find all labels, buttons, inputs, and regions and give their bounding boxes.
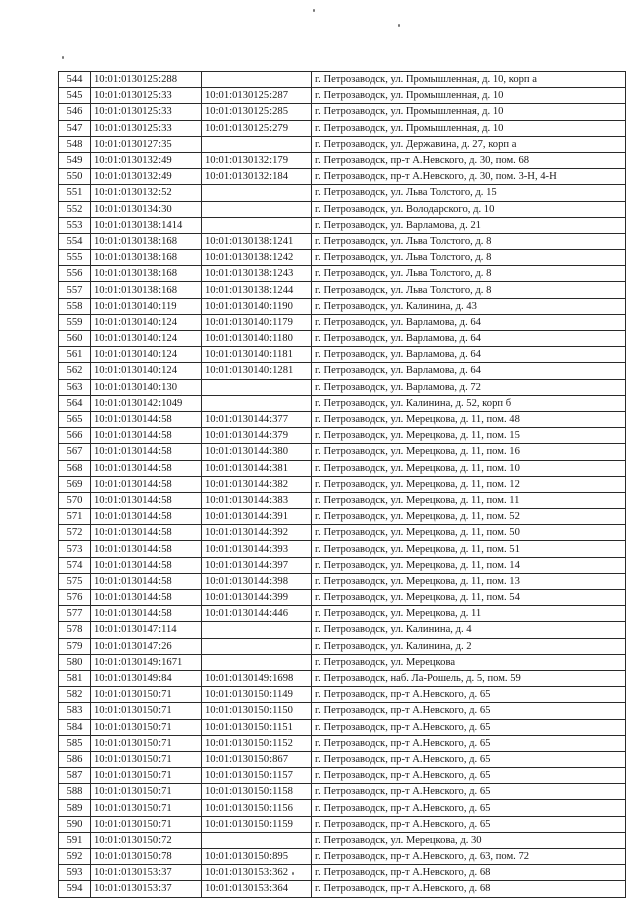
object-cadastral-number-cell: 10:01:0130144:381: [202, 460, 312, 476]
object-cadastral-number-cell: [202, 136, 312, 152]
parcel-cadastral-number-cell: 10:01:0130144:58: [91, 476, 202, 492]
table-row: [59, 136, 626, 152]
row-number-cell: 561: [59, 347, 91, 363]
register-table-body: [59, 72, 626, 898]
parcel-cadastral-number-cell: 10:01:0130132:49: [91, 169, 202, 185]
address-cell: г. Петрозаводск, пр-т А.Невского, д. 65: [312, 687, 626, 703]
table-row: [59, 152, 626, 168]
object-cadastral-number-cell: 10:01:0130150:1159: [202, 816, 312, 832]
object-cadastral-number-cell: 10:01:0130150:1151: [202, 719, 312, 735]
table-row: [59, 525, 626, 541]
object-cadastral-number-cell: 10:01:0130140:1281: [202, 363, 312, 379]
parcel-cadastral-number-cell: 10:01:0130144:58: [91, 606, 202, 622]
parcel-cadastral-number-cell: 10:01:0130150:71: [91, 719, 202, 735]
parcel-cadastral-number-cell: 10:01:0130125:288: [91, 72, 202, 88]
scan-speck: [313, 9, 315, 12]
object-cadastral-number-cell: 10:01:0130138:1243: [202, 266, 312, 282]
object-cadastral-number-cell: 10:01:0130150:1156: [202, 800, 312, 816]
parcel-cadastral-number-cell: 10:01:0130150:72: [91, 832, 202, 848]
parcel-cadastral-number-cell: 10:01:0130125:33: [91, 88, 202, 104]
address-cell: г. Петрозаводск, ул. Мерецкова, д. 11, пом. 14: [312, 557, 626, 573]
parcel-cadastral-number-cell: 10:01:0130150:71: [91, 735, 202, 751]
table-row: [59, 654, 626, 670]
parcel-cadastral-number-cell: 10:01:0130144:58: [91, 541, 202, 557]
row-number-cell: 546: [59, 104, 91, 120]
object-cadastral-number-cell: [202, 201, 312, 217]
address-cell: г. Петрозаводск, ул. Промышленная, д. 10: [312, 104, 626, 120]
parcel-cadastral-number-cell: 10:01:0130153:37: [91, 881, 202, 897]
parcel-cadastral-number-cell: 10:01:0130149:84: [91, 670, 202, 686]
address-cell: г. Петрозаводск, ул. Калинина, д. 4: [312, 622, 626, 638]
row-number-cell: 555: [59, 250, 91, 266]
parcel-cadastral-number-cell: 10:01:0130142:1049: [91, 395, 202, 411]
object-cadastral-number-cell: 10:01:0130144:397: [202, 557, 312, 573]
parcel-cadastral-number-cell: 10:01:0130144:58: [91, 509, 202, 525]
row-number-cell: 575: [59, 573, 91, 589]
parcel-cadastral-number-cell: 10:01:0130125:33: [91, 120, 202, 136]
address-cell: г. Петрозаводск, пр-т А.Невского, д. 65: [312, 751, 626, 767]
parcel-cadastral-number-cell: 10:01:0130150:71: [91, 816, 202, 832]
address-cell: г. Петрозаводск, ул. Мерецкова, д. 11, пом. 51: [312, 541, 626, 557]
table-row: [59, 865, 626, 881]
object-cadastral-number-cell: 10:01:0130132:179: [202, 152, 312, 168]
object-cadastral-number-cell: [202, 638, 312, 654]
row-number-cell: 565: [59, 411, 91, 427]
parcel-cadastral-number-cell: 10:01:0130138:1414: [91, 217, 202, 233]
object-cadastral-number-cell: 10:01:0130150:1157: [202, 768, 312, 784]
address-cell: г. Петрозаводск, пр-т А.Невского, д. 65: [312, 800, 626, 816]
row-number-cell: 572: [59, 525, 91, 541]
address-cell: г. Петрозаводск, ул. Льва Толстого, д. 15: [312, 185, 626, 201]
table-row: [59, 687, 626, 703]
object-cadastral-number-cell: 10:01:0130144:383: [202, 492, 312, 508]
table-row: [59, 849, 626, 865]
table-row: [59, 638, 626, 654]
parcel-cadastral-number-cell: 10:01:0130150:71: [91, 784, 202, 800]
table-row: [59, 314, 626, 330]
table-row: [59, 703, 626, 719]
address-cell: г. Петрозаводск, ул. Варламова, д. 64: [312, 347, 626, 363]
parcel-cadastral-number-cell: 10:01:0130138:168: [91, 282, 202, 298]
address-cell: г. Петрозаводск, ул. Льва Толстого, д. 8: [312, 250, 626, 266]
table-row: [59, 169, 626, 185]
parcel-cadastral-number-cell: 10:01:0130153:37: [91, 865, 202, 881]
row-number-cell: 552: [59, 201, 91, 217]
parcel-cadastral-number-cell: 10:01:0130144:58: [91, 444, 202, 460]
address-cell: г. Петрозаводск, ул. Калинина, д. 2: [312, 638, 626, 654]
object-cadastral-number-cell: [202, 185, 312, 201]
parcel-cadastral-number-cell: 10:01:0130132:49: [91, 152, 202, 168]
address-cell: г. Петрозаводск, ул. Калинина, д. 52, корп б: [312, 395, 626, 411]
address-cell: г. Петрозаводск, ул. Варламова, д. 21: [312, 217, 626, 233]
row-number-cell: 566: [59, 428, 91, 444]
parcel-cadastral-number-cell: 10:01:0130144:58: [91, 428, 202, 444]
object-cadastral-number-cell: [202, 72, 312, 88]
object-cadastral-number-cell: 10:01:0130144:377: [202, 411, 312, 427]
row-number-cell: 563: [59, 379, 91, 395]
object-cadastral-number-cell: 10:01:0130138:1241: [202, 233, 312, 249]
parcel-cadastral-number-cell: 10:01:0130150:71: [91, 768, 202, 784]
object-cadastral-number-cell: 10:01:0130144:379: [202, 428, 312, 444]
row-number-cell: 589: [59, 800, 91, 816]
object-cadastral-number-cell: 10:01:0130144:399: [202, 590, 312, 606]
row-number-cell: 564: [59, 395, 91, 411]
address-cell: г. Петрозаводск, ул. Мерецкова, д. 11: [312, 606, 626, 622]
table-row: [59, 250, 626, 266]
table-row: [59, 120, 626, 136]
parcel-cadastral-number-cell: 10:01:0130149:1671: [91, 654, 202, 670]
row-number-cell: 585: [59, 735, 91, 751]
table-row: [59, 379, 626, 395]
object-cadastral-number-cell: 10:01:0130150:895: [202, 849, 312, 865]
row-number-cell: 580: [59, 654, 91, 670]
parcel-cadastral-number-cell: 10:01:0130144:58: [91, 460, 202, 476]
address-cell: г. Петрозаводск, ул. Мерецкова, д. 11, пом. 12: [312, 476, 626, 492]
table-row: [59, 476, 626, 492]
row-number-cell: 551: [59, 185, 91, 201]
address-cell: г. Петрозаводск, ул. Варламова, д. 64: [312, 314, 626, 330]
address-cell: г. Петрозаводск, ул. Варламова, д. 64: [312, 331, 626, 347]
row-number-cell: 571: [59, 509, 91, 525]
row-number-cell: 588: [59, 784, 91, 800]
object-cadastral-number-cell: 10:01:0130140:1180: [202, 331, 312, 347]
row-number-cell: 545: [59, 88, 91, 104]
table-row: [59, 282, 626, 298]
parcel-cadastral-number-cell: 10:01:0130140:124: [91, 347, 202, 363]
row-number-cell: 579: [59, 638, 91, 654]
address-cell: г. Петрозаводск, ул. Промышленная, д. 10: [312, 88, 626, 104]
parcel-cadastral-number-cell: 10:01:0130150:71: [91, 703, 202, 719]
table-row: [59, 104, 626, 120]
address-cell: г. Петрозаводск, ул. Володарского, д. 10: [312, 201, 626, 217]
address-cell: г. Петрозаводск, наб. Ла-Рошель, д. 5, пом. 59: [312, 670, 626, 686]
parcel-cadastral-number-cell: 10:01:0130150:71: [91, 751, 202, 767]
parcel-cadastral-number-cell: 10:01:0130150:71: [91, 800, 202, 816]
object-cadastral-number-cell: 10:01:0130125:285: [202, 104, 312, 120]
parcel-cadastral-number-cell: 10:01:0130138:168: [91, 233, 202, 249]
table-row: [59, 768, 626, 784]
row-number-cell: 548: [59, 136, 91, 152]
row-number-cell: 578: [59, 622, 91, 638]
parcel-cadastral-number-cell: 10:01:0130144:58: [91, 492, 202, 508]
address-cell: г. Петрозаводск, пр-т А.Невского, д. 68: [312, 881, 626, 897]
row-number-cell: 581: [59, 670, 91, 686]
parcel-cadastral-number-cell: 10:01:0130140:124: [91, 331, 202, 347]
table-row: [59, 347, 626, 363]
parcel-cadastral-number-cell: 10:01:0130144:58: [91, 525, 202, 541]
object-cadastral-number-cell: 10:01:0130144:382: [202, 476, 312, 492]
row-number-cell: 559: [59, 314, 91, 330]
table-row: [59, 233, 626, 249]
object-cadastral-number-cell: 10:01:0130150:1152: [202, 735, 312, 751]
table-row: [59, 622, 626, 638]
table-row: [59, 557, 626, 573]
row-number-cell: 591: [59, 832, 91, 848]
row-number-cell: 582: [59, 687, 91, 703]
row-number-cell: 583: [59, 703, 91, 719]
object-cadastral-number-cell: [202, 832, 312, 848]
table-row: [59, 670, 626, 686]
address-cell: г. Петрозаводск, ул. Мерецкова, д. 11, пом. 10: [312, 460, 626, 476]
address-cell: г. Петрозаводск, пр-т А.Невского, д. 68: [312, 865, 626, 881]
table-row: [59, 881, 626, 897]
address-cell: г. Петрозаводск, ул. Промышленная, д. 10, корп а: [312, 72, 626, 88]
table-row: [59, 816, 626, 832]
table-row: [59, 444, 626, 460]
address-cell: г. Петрозаводск, ул. Мерецкова, д. 30: [312, 832, 626, 848]
parcel-cadastral-number-cell: 10:01:0130144:58: [91, 573, 202, 589]
address-cell: г. Петрозаводск, ул. Калинина, д. 43: [312, 298, 626, 314]
table-row: [59, 735, 626, 751]
parcel-cadastral-number-cell: 10:01:0130140:130: [91, 379, 202, 395]
row-number-cell: 556: [59, 266, 91, 282]
parcel-cadastral-number-cell: 10:01:0130134:30: [91, 201, 202, 217]
address-cell: г. Петрозаводск, ул. Мерецкова: [312, 654, 626, 670]
object-cadastral-number-cell: 10:01:0130153:362: [202, 865, 312, 881]
address-cell: г. Петрозаводск, ул. Льва Толстого, д. 8: [312, 266, 626, 282]
table-row: [59, 606, 626, 622]
table-row: [59, 719, 626, 735]
object-cadastral-number-cell: [202, 395, 312, 411]
address-cell: г. Петрозаводск, ул. Льва Толстого, д. 8: [312, 282, 626, 298]
table-row: [59, 185, 626, 201]
object-cadastral-number-cell: 10:01:0130149:1698: [202, 670, 312, 686]
table-row: [59, 266, 626, 282]
row-number-cell: 577: [59, 606, 91, 622]
object-cadastral-number-cell: 10:01:0130144:398: [202, 573, 312, 589]
row-number-cell: 557: [59, 282, 91, 298]
address-cell: г. Петрозаводск, пр-т А.Невского, д. 65: [312, 703, 626, 719]
row-number-cell: 584: [59, 719, 91, 735]
object-cadastral-number-cell: [202, 379, 312, 395]
parcel-cadastral-number-cell: 10:01:0130127:35: [91, 136, 202, 152]
row-number-cell: 553: [59, 217, 91, 233]
parcel-cadastral-number-cell: 10:01:0130147:114: [91, 622, 202, 638]
table-row: [59, 784, 626, 800]
address-cell: г. Петрозаводск, ул. Мерецкова, д. 11, пом. 15: [312, 428, 626, 444]
table-row: [59, 201, 626, 217]
object-cadastral-number-cell: 10:01:0130140:1190: [202, 298, 312, 314]
table-row: [59, 72, 626, 88]
table-row: [59, 363, 626, 379]
parcel-cadastral-number-cell: 10:01:0130138:168: [91, 266, 202, 282]
table-row: [59, 88, 626, 104]
table-row: [59, 460, 626, 476]
row-number-cell: 593: [59, 865, 91, 881]
table-row: [59, 492, 626, 508]
address-cell: г. Петрозаводск, пр-т А.Невского, д. 30, пом. 3-Н, 4-Н: [312, 169, 626, 185]
object-cadastral-number-cell: 10:01:0130150:1150: [202, 703, 312, 719]
row-number-cell: 568: [59, 460, 91, 476]
address-cell: г. Петрозаводск, пр-т А.Невского, д. 65: [312, 735, 626, 751]
object-cadastral-number-cell: [202, 217, 312, 233]
row-number-cell: 550: [59, 169, 91, 185]
parcel-cadastral-number-cell: 10:01:0130132:52: [91, 185, 202, 201]
object-cadastral-number-cell: 10:01:0130125:279: [202, 120, 312, 136]
address-cell: г. Петрозаводск, ул. Державина, д. 27, корп а: [312, 136, 626, 152]
address-cell: г. Петрозаводск, ул. Варламова, д. 64: [312, 363, 626, 379]
object-cadastral-number-cell: 10:01:0130150:1149: [202, 687, 312, 703]
object-cadastral-number-cell: 10:01:0130153:364: [202, 881, 312, 897]
register-table: [58, 71, 626, 898]
object-cadastral-number-cell: 10:01:0130144:393: [202, 541, 312, 557]
object-cadastral-number-cell: 10:01:0130144:391: [202, 509, 312, 525]
address-cell: г. Петрозаводск, пр-т А.Невского, д. 65: [312, 784, 626, 800]
object-cadastral-number-cell: 10:01:0130132:184: [202, 169, 312, 185]
address-cell: г. Петрозаводск, ул. Льва Толстого, д. 8: [312, 233, 626, 249]
address-cell: г. Петрозаводск, пр-т А.Невского, д. 63, пом. 72: [312, 849, 626, 865]
parcel-cadastral-number-cell: 10:01:0130150:71: [91, 687, 202, 703]
row-number-cell: 586: [59, 751, 91, 767]
object-cadastral-number-cell: 10:01:0130138:1244: [202, 282, 312, 298]
row-number-cell: 587: [59, 768, 91, 784]
row-number-cell: 544: [59, 72, 91, 88]
row-number-cell: 547: [59, 120, 91, 136]
address-cell: г. Петрозаводск, ул. Мерецкова, д. 11, пом. 52: [312, 509, 626, 525]
parcel-cadastral-number-cell: 10:01:0130125:33: [91, 104, 202, 120]
row-number-cell: 590: [59, 816, 91, 832]
address-cell: г. Петрозаводск, ул. Мерецкова, д. 11, пом. 11: [312, 492, 626, 508]
scan-speck: [62, 56, 64, 59]
row-number-cell: 549: [59, 152, 91, 168]
object-cadastral-number-cell: 10:01:0130150:1158: [202, 784, 312, 800]
object-cadastral-number-cell: 10:01:0130144:392: [202, 525, 312, 541]
table-row: [59, 217, 626, 233]
row-number-cell: 567: [59, 444, 91, 460]
address-cell: г. Петрозаводск, ул. Мерецкова, д. 11, пом. 13: [312, 573, 626, 589]
object-cadastral-number-cell: 10:01:0130125:287: [202, 88, 312, 104]
row-number-cell: 558: [59, 298, 91, 314]
row-number-cell: 562: [59, 363, 91, 379]
table-row: [59, 541, 626, 557]
scan-speck: [398, 24, 400, 27]
table-row: [59, 832, 626, 848]
table-row: [59, 395, 626, 411]
table-row: [59, 509, 626, 525]
address-cell: г. Петрозаводск, пр-т А.Невского, д. 65: [312, 768, 626, 784]
row-number-cell: 560: [59, 331, 91, 347]
row-number-cell: 569: [59, 476, 91, 492]
row-number-cell: 573: [59, 541, 91, 557]
row-number-cell: 554: [59, 233, 91, 249]
address-cell: г. Петрозаводск, ул. Мерецкова, д. 11, пом. 50: [312, 525, 626, 541]
address-cell: г. Петрозаводск, пр-т А.Невского, д. 30, пом. 68: [312, 152, 626, 168]
address-cell: г. Петрозаводск, пр-т А.Невского, д. 65: [312, 816, 626, 832]
row-number-cell: 576: [59, 590, 91, 606]
object-cadastral-number-cell: 10:01:0130150:867: [202, 751, 312, 767]
parcel-cadastral-number-cell: 10:01:0130140:119: [91, 298, 202, 314]
parcel-cadastral-number-cell: 10:01:0130140:124: [91, 363, 202, 379]
parcel-cadastral-number-cell: 10:01:0130150:78: [91, 849, 202, 865]
table-row: [59, 751, 626, 767]
parcel-cadastral-number-cell: 10:01:0130138:168: [91, 250, 202, 266]
parcel-cadastral-number-cell: 10:01:0130144:58: [91, 590, 202, 606]
parcel-cadastral-number-cell: 10:01:0130147:26: [91, 638, 202, 654]
object-cadastral-number-cell: [202, 654, 312, 670]
object-cadastral-number-cell: [202, 622, 312, 638]
table-row: [59, 331, 626, 347]
address-cell: г. Петрозаводск, ул. Мерецкова, д. 11, пом. 54: [312, 590, 626, 606]
table-row: [59, 800, 626, 816]
address-cell: г. Петрозаводск, ул. Мерецкова, д. 11, пом. 16: [312, 444, 626, 460]
object-cadastral-number-cell: 10:01:0130144:380: [202, 444, 312, 460]
object-cadastral-number-cell: 10:01:0130140:1179: [202, 314, 312, 330]
address-cell: г. Петрозаводск, ул. Мерецкова, д. 11, пом. 48: [312, 411, 626, 427]
table-row: [59, 411, 626, 427]
table-row: [59, 573, 626, 589]
address-cell: г. Петрозаводск, ул. Промышленная, д. 10: [312, 120, 626, 136]
table-row: [59, 428, 626, 444]
parcel-cadastral-number-cell: 10:01:0130144:58: [91, 411, 202, 427]
row-number-cell: 574: [59, 557, 91, 573]
table-row: [59, 590, 626, 606]
parcel-cadastral-number-cell: 10:01:0130140:124: [91, 314, 202, 330]
object-cadastral-number-cell: 10:01:0130144:446: [202, 606, 312, 622]
object-cadastral-number-cell: 10:01:0130138:1242: [202, 250, 312, 266]
address-cell: г. Петрозаводск, пр-т А.Невского, д. 65: [312, 719, 626, 735]
row-number-cell: 594: [59, 881, 91, 897]
address-cell: г. Петрозаводск, ул. Варламова, д. 72: [312, 379, 626, 395]
parcel-cadastral-number-cell: 10:01:0130144:58: [91, 557, 202, 573]
row-number-cell: 570: [59, 492, 91, 508]
row-number-cell: 592: [59, 849, 91, 865]
object-cadastral-number-cell: 10:01:0130140:1181: [202, 347, 312, 363]
table-row: [59, 298, 626, 314]
